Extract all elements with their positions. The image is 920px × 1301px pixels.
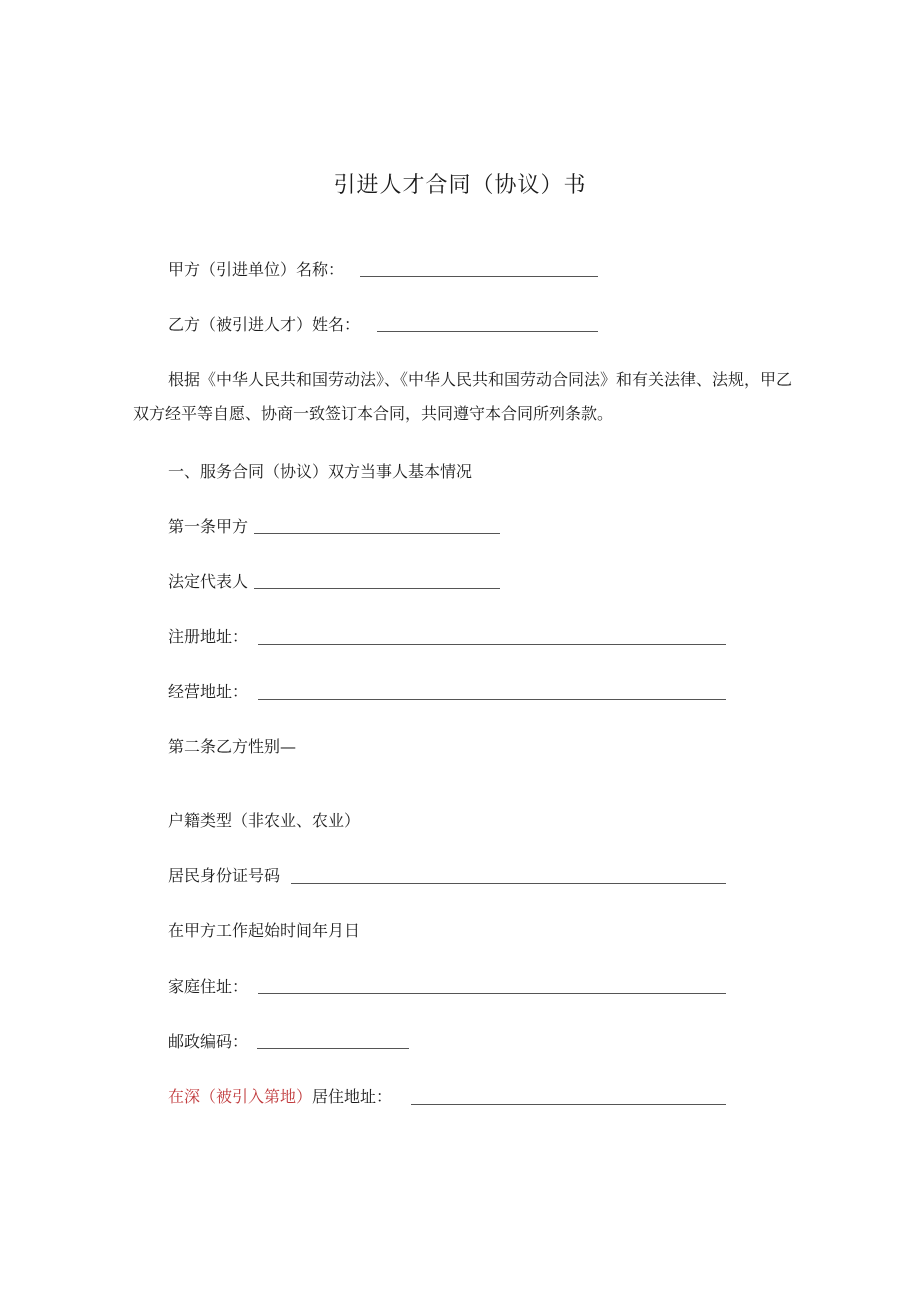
local-address-field[interactable] xyxy=(411,1104,726,1105)
business-address-label: 经营地址： xyxy=(168,682,249,701)
legal-representative-label: 法定代表人 xyxy=(168,572,249,591)
registered-address-label: 注册地址： xyxy=(168,627,249,646)
home-address-label: 家庭住址： xyxy=(168,977,249,996)
local-address-line xyxy=(168,1087,392,1107)
party-a-name-field[interactable] xyxy=(360,276,598,277)
document-title: 引进人才合同（协议）书 xyxy=(333,173,587,198)
legal-representative-field[interactable] xyxy=(254,588,500,589)
local-address-label: 居住地址： xyxy=(312,1087,393,1106)
article-2-label: 第二条乙方性别— xyxy=(168,737,297,756)
postal-code-field[interactable] xyxy=(257,1048,409,1049)
id-number-field[interactable] xyxy=(291,883,726,884)
start-date-label: 在甲方工作起始时间年月日 xyxy=(168,921,361,940)
home-address-field[interactable] xyxy=(258,993,726,994)
business-address-field[interactable] xyxy=(258,699,726,700)
preamble-paragraph: 根据《中华人民共和国劳动法》、《中华人民共和国劳动合同法》和有关法律、法规，甲乙双方经平等自愿、协商一致签订本合同，共同遵守本合同所列条款。 xyxy=(133,370,793,423)
section-1-heading: 一、服务合同（协议）双方当事人基本情况 xyxy=(168,462,473,481)
party-a-field[interactable] xyxy=(254,533,500,534)
local-address-prefix: 在深（被引入第地） xyxy=(168,1087,313,1106)
party-b-name-field[interactable] xyxy=(377,331,598,332)
party-b-label: 乙方（被引进人才）姓名： xyxy=(168,315,361,334)
registered-address-field[interactable] xyxy=(258,644,726,645)
article-1-label: 第一条甲方 xyxy=(168,517,249,536)
household-type-label: 户籍类型（非农业、农业） xyxy=(168,811,361,830)
id-number-label: 居民身份证号码 xyxy=(168,866,281,885)
party-a-label: 甲方（引进单位）名称： xyxy=(168,260,345,279)
postal-code-label: 邮政编码： xyxy=(168,1032,249,1051)
